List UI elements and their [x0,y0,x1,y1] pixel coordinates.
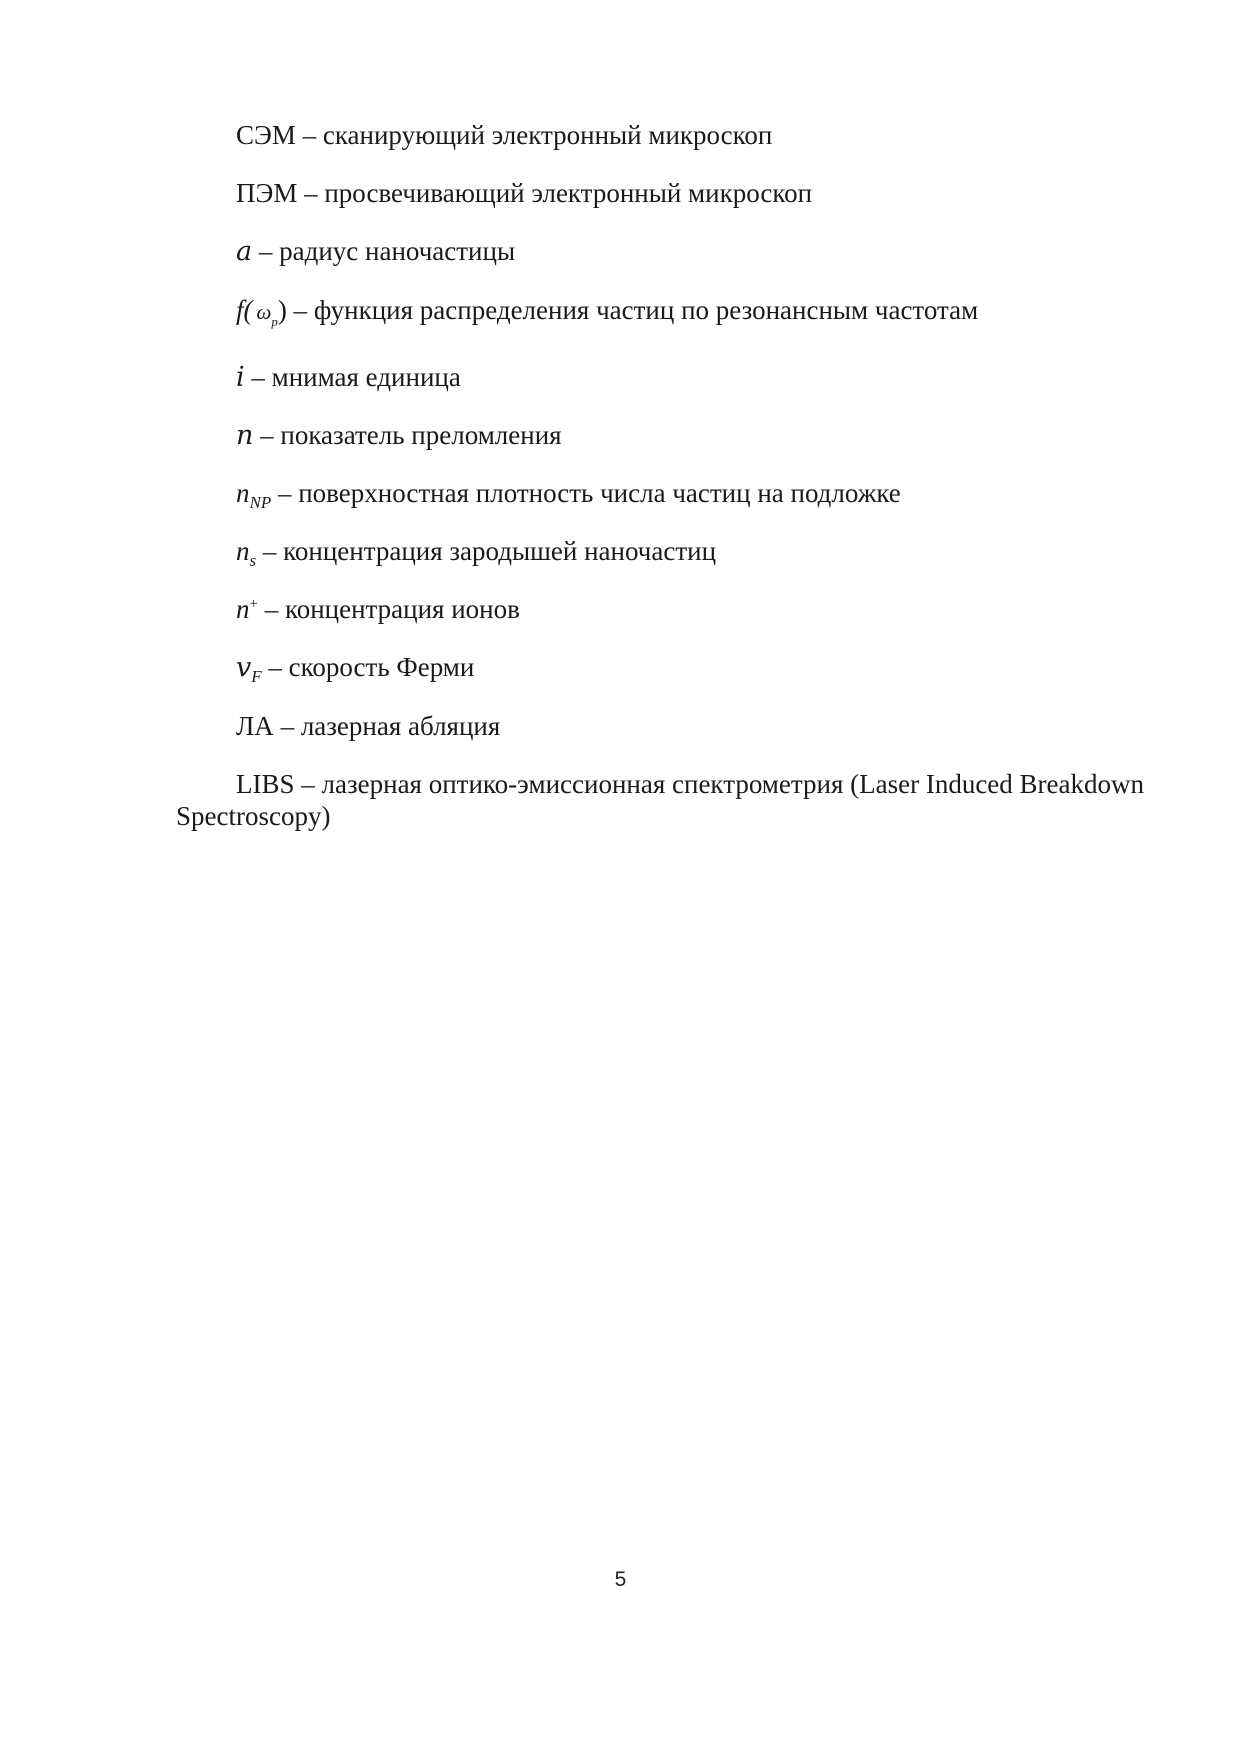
abbrev-description: лазерная абляция [300,711,501,741]
symbol-n-s [236,535,716,571]
dash: – [264,594,279,624]
symbol-description: поверхностная плотность числа частиц на подложке [298,478,901,508]
abbrev-symbol: СЭМ [236,120,296,150]
dash: – [258,236,273,266]
math-symbol-f: f( [236,295,253,325]
dash: – [280,711,295,741]
symbol-description: радиус наночастицы [279,236,516,266]
math-symbol [236,478,272,512]
symbol-n [236,419,562,452]
abbrev-symbol: LIBS [236,769,295,799]
abbrev-sem [236,119,772,151]
dash: – [268,652,282,682]
abbrev-symbol: ЛА [236,711,274,741]
math-symbol: a [236,236,253,267]
math-superscript: + [249,596,258,612]
math-subscript: s [249,551,257,570]
math-symbol-base: n [236,536,250,566]
math-symbol: i [236,362,245,393]
math-symbol [236,536,257,570]
page-number: 5 [614,1568,627,1591]
math-subscript: NP [249,493,272,512]
math-symbol-close: ) [277,295,287,325]
math-symbol-base: v [236,652,252,683]
dash: – [304,178,318,208]
dash: – [277,478,292,508]
abbrev-pem [236,177,812,209]
math-subscript: p [271,314,278,329]
symbol-f-omega [236,294,978,331]
symbol-a [236,235,515,268]
dash: – [293,295,308,325]
abbrev-description: сканирующий электронный микроскоп [322,120,773,150]
math-symbol-omega: ω [256,300,272,324]
symbol-description: концентрация ионов [284,594,520,624]
dash: – [301,769,315,799]
abbrev-description: просвечивающий электронный микроскоп [324,178,813,208]
symbol-description: показатель преломления [280,420,562,450]
dash: – [260,420,274,450]
math-symbol [236,295,287,329]
symbol-n-np [236,477,901,513]
symbol-n-plus [236,593,520,630]
math-symbol [236,594,258,624]
abbrev-libs [176,768,1144,832]
math-symbol [236,652,262,686]
symbol-description: скорость Ферми [288,652,475,682]
abbrev-symbol: ПЭМ [236,178,298,208]
symbol-description: мнимая единица [271,362,461,392]
dash: – [262,536,277,566]
abbrev-description: лазерная оптико-эмиссионная спектрометрия (Laser Induced Breakdown Spectroscopy) [176,769,1145,831]
math-symbol: n [236,420,254,451]
abbrev-la [236,710,500,742]
dash: – [251,362,265,392]
symbol-v-f [236,651,474,687]
dash: – [302,120,317,150]
symbol-description: функция распределения частиц по резонансным частотам [313,295,979,325]
symbol-i [236,361,461,394]
math-symbol-base: n [236,594,250,624]
math-symbol-base: n [236,478,250,508]
math-subscript: F [251,667,262,686]
symbol-description: концентрация зародышей наночастиц [283,536,717,566]
